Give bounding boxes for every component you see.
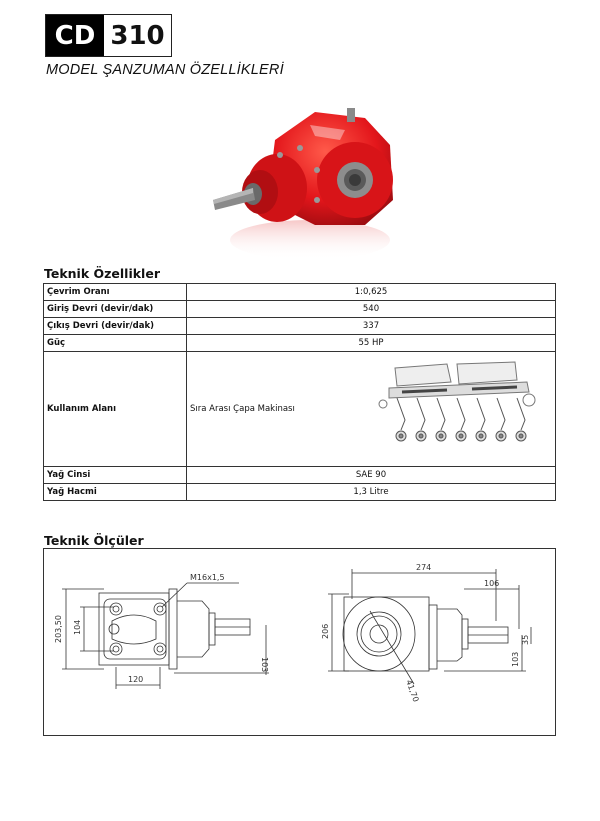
spec-label: Kullanım Alanı xyxy=(44,352,187,467)
table-row xyxy=(44,467,556,484)
model-badge xyxy=(45,14,172,57)
dim-shaft-dia: 35 xyxy=(521,634,530,645)
dimensions-drawing-box xyxy=(43,548,556,736)
spec-value: 337 xyxy=(187,318,556,335)
spec-value: 55 HP xyxy=(187,335,556,352)
spec-label: Güç xyxy=(44,335,187,352)
model-prefix: CD xyxy=(46,15,104,56)
spec-label: Çıkış Devri (devir/dak) xyxy=(44,318,187,335)
dimensions-title: Teknik Ölçüler xyxy=(44,533,144,548)
specs-title: Teknik Özellikler xyxy=(44,266,160,281)
specs-table xyxy=(43,283,556,501)
table-row xyxy=(44,318,556,335)
spec-value: 540 xyxy=(187,301,556,318)
spec-value: 1,3 Litre xyxy=(187,484,556,501)
dim-bore: 41,70 xyxy=(404,678,421,704)
spec-value: Sıra Arası Çapa Makinası xyxy=(190,404,295,414)
gearbox-photo-icon xyxy=(205,100,405,265)
spec-label: Yağ Hacmi xyxy=(44,484,187,501)
spec-value: 1:0,625 xyxy=(187,284,556,301)
dim-shaft-height-left: 103 xyxy=(260,657,269,673)
model-number: 310 xyxy=(110,20,165,51)
table-row xyxy=(44,301,556,318)
table-row xyxy=(44,484,556,501)
spec-label: Çevrim Oranı xyxy=(44,284,187,301)
side-view-drawing xyxy=(328,569,531,684)
page-subtitle: MODEL ŞANZUMAN ÖZELLİKLERİ xyxy=(46,62,284,78)
table-row xyxy=(44,352,556,467)
technical-drawing xyxy=(44,549,554,734)
dim-shaft-height-right: 103 xyxy=(511,651,520,667)
spec-label: Giriş Devri (devir/dak) xyxy=(44,301,187,318)
dim-height-total-left: 203,50 xyxy=(54,615,63,643)
table-row xyxy=(44,284,556,301)
row-cultivator-machine-icon xyxy=(377,358,542,453)
dim-bolt-v: 104 xyxy=(73,619,82,635)
front-view-drawing xyxy=(62,583,269,689)
dim-thread: M16x1,5 xyxy=(190,573,225,582)
table-row xyxy=(44,335,556,352)
dim-length-total: 274 xyxy=(416,563,432,572)
dim-bolt-h: 120 xyxy=(128,675,144,684)
dim-height-total-right: 206 xyxy=(321,623,330,639)
dimension-labels xyxy=(54,563,530,703)
dim-shaft-length: 106 xyxy=(484,579,500,588)
spec-label: Yağ Cinsi xyxy=(44,467,187,484)
spec-value: SAE 90 xyxy=(187,467,556,484)
spec-value-cell xyxy=(187,352,556,467)
